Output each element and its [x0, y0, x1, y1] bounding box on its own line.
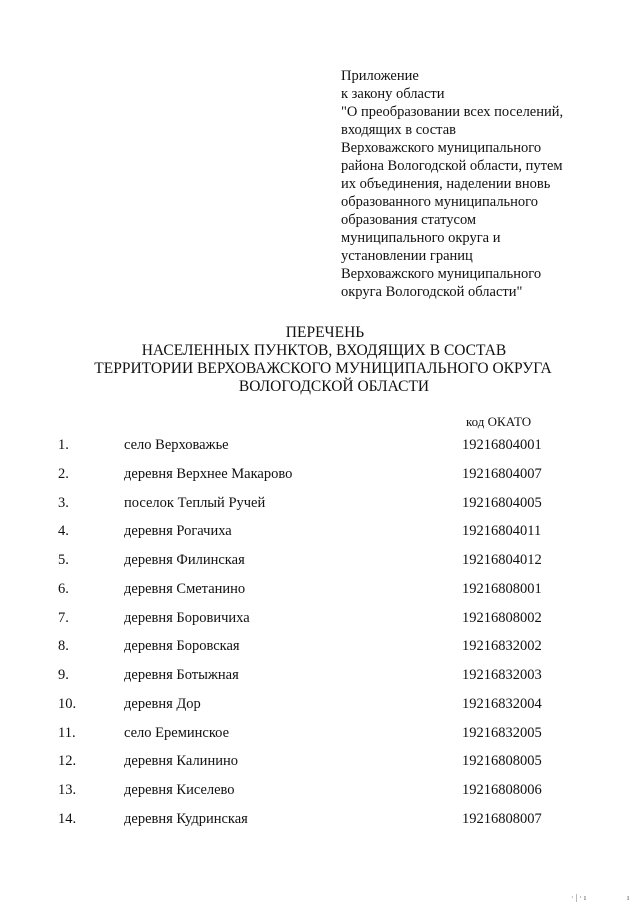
row-number: 14.	[58, 811, 77, 827]
okato-code: 19216832002	[462, 638, 542, 654]
annex-line: Верховажского муниципального	[341, 266, 542, 282]
settlement-name: деревня Боровская	[124, 638, 240, 654]
scan-mark: ı	[627, 893, 630, 902]
okato-column-header: код ОКАТО	[466, 414, 532, 429]
row-number: 10.	[58, 696, 77, 712]
list-item	[0, 435, 640, 455]
annex-line: Верховажского муниципального	[341, 140, 542, 156]
okato-code: 19216808007	[462, 811, 542, 827]
settlement-name: деревня Кудринская	[124, 811, 248, 827]
settlement-name: деревня Филинская	[124, 552, 245, 568]
list-item	[0, 636, 640, 656]
annex-line: муниципального округа и	[341, 230, 501, 246]
list-item	[0, 723, 640, 743]
row-number: 3.	[58, 495, 69, 511]
settlement-name: деревня Верхнее Макарово	[124, 466, 293, 482]
heading-line: НАСЕЛЕННЫХ ПУНКТОВ, ВХОДЯЩИХ В СОСТАВ	[141, 342, 507, 359]
okato-code: 19216804001	[462, 437, 542, 453]
row-number: 8.	[58, 638, 69, 654]
settlement-name: деревня Калинино	[124, 753, 238, 769]
row-number: 6.	[58, 581, 69, 597]
okato-code: 19216804005	[462, 495, 542, 511]
list-item	[0, 464, 640, 484]
settlement-name: село Ереминское	[124, 725, 230, 741]
annex-line: округа Вологодской области"	[341, 284, 523, 300]
row-number: 1.	[58, 437, 69, 453]
okato-code: 19216808005	[462, 753, 542, 769]
settlement-name: деревня Сметанино	[124, 581, 246, 597]
annex-line: образованного муниципального	[341, 194, 539, 210]
settlement-name: поселок Теплый Ручей	[124, 495, 266, 511]
scan-mark: · | · ı	[571, 893, 587, 902]
annex-note	[341, 67, 611, 301]
annex-line: входящих в состав	[341, 122, 456, 138]
list-item	[0, 809, 640, 829]
okato-code: 19216808006	[462, 782, 542, 798]
list-item	[0, 521, 640, 541]
okato-code: 19216832004	[462, 696, 542, 712]
okato-code: 19216808002	[462, 610, 542, 626]
row-number: 5.	[58, 552, 69, 568]
document-heading	[0, 324, 640, 396]
okato-code: 19216804012	[462, 552, 542, 568]
annex-line: их объединения, наделении вновь	[341, 176, 551, 192]
row-number: 4.	[58, 523, 69, 539]
list-item	[0, 665, 640, 685]
annex-line: установлении границ	[341, 248, 473, 264]
annex-line: района Вологодской области, путем	[341, 158, 563, 174]
okato-code: 19216808001	[462, 581, 542, 597]
list-item	[0, 493, 640, 513]
settlement-name: деревня Ботыжная	[124, 667, 239, 683]
row-number: 12.	[58, 753, 77, 769]
row-number: 11.	[58, 725, 76, 741]
settlement-name: село Верховажье	[124, 437, 229, 453]
settlement-name: деревня Рогачиха	[124, 523, 232, 539]
heading-title: ПЕРЕЧЕНЬ	[285, 324, 365, 341]
okato-code: 19216804007	[462, 466, 542, 482]
list-item	[0, 550, 640, 570]
heading-line: ВОЛОГОДСКОЙ ОБЛАСТИ	[238, 378, 430, 395]
list-item	[0, 579, 640, 599]
settlement-name: деревня Боровичиха	[124, 610, 250, 626]
annex-line: образования статусом	[341, 212, 477, 228]
list-item	[0, 751, 640, 771]
list-item	[0, 608, 640, 628]
annex-line: к закону области	[341, 86, 445, 102]
okato-code: 19216804011	[462, 523, 542, 539]
row-number: 9.	[58, 667, 69, 683]
list-item	[0, 780, 640, 800]
row-number: 13.	[58, 782, 77, 798]
okato-code: 19216832005	[462, 725, 542, 741]
settlement-name: деревня Киселево	[124, 782, 235, 798]
annex-line: "О преобразовании всех поселений,	[341, 104, 564, 120]
settlement-name: деревня Дор	[124, 696, 201, 712]
annex-line: Приложение	[341, 68, 419, 84]
row-number: 2.	[58, 466, 69, 482]
list-item	[0, 694, 640, 714]
row-number: 7.	[58, 610, 69, 626]
heading-line: ТЕРРИТОРИИ ВЕРХОВАЖСКОГО МУНИЦИПАЛЬНОГО ОКРУГА	[94, 360, 552, 377]
okato-code: 19216832003	[462, 667, 542, 683]
